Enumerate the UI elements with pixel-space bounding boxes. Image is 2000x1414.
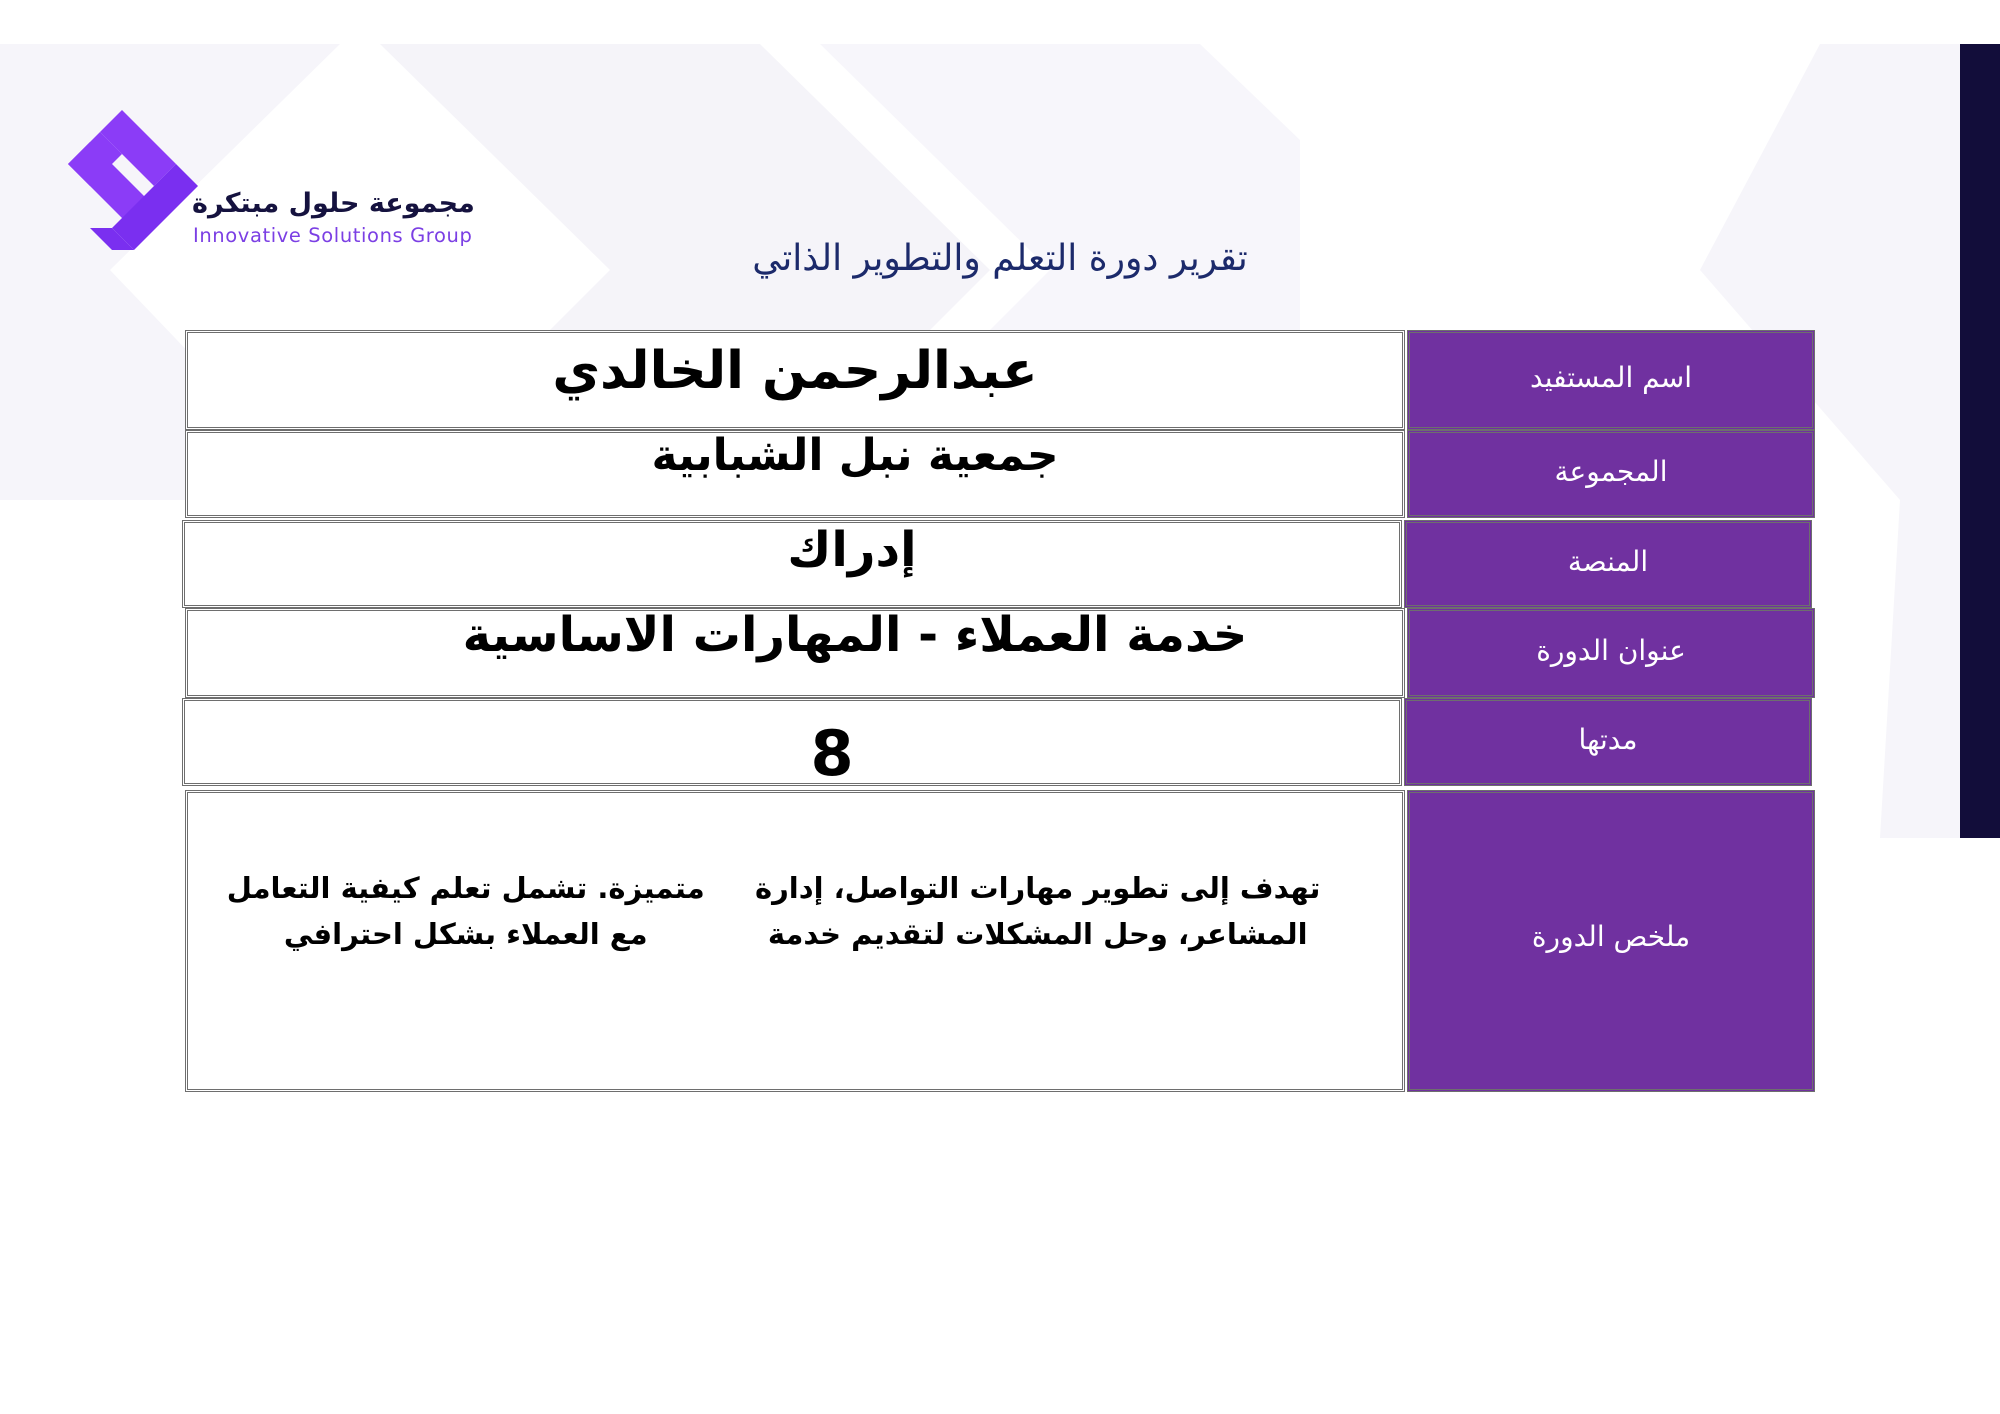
duration-value: 8 (182, 698, 1402, 786)
row-course-summary (185, 790, 1815, 1092)
platform-value: إدراك (182, 520, 1402, 608)
course-title-label: عنوان الدورة (1407, 608, 1815, 698)
side-accent-bar (1960, 44, 2000, 838)
course-title-value: خدمة العملاء - المهارات الاساسية (185, 608, 1405, 698)
course-summary-label: ملخص الدورة (1407, 790, 1815, 1092)
report-title: تقرير دورة التعلم والتطوير الذاتي (752, 238, 1248, 279)
course-summary-line-1: تهدف إلى تطوير مهارات التواصل، إدارة المشاعر، وحل المشكلات لتقديم خدمة (754, 871, 1321, 951)
row-platform (182, 520, 1812, 608)
row-course-title (185, 608, 1815, 698)
row-duration (182, 698, 1812, 790)
brand-name-english: Innovative Solutions Group (193, 224, 473, 247)
row-group (185, 430, 1815, 518)
group-label: المجموعة (1407, 430, 1815, 518)
row-beneficiary-name (185, 330, 1815, 430)
platform-label: المنصة (1404, 520, 1812, 608)
course-summary-value (185, 790, 1405, 1092)
group-value: جمعية نبل الشبابية (185, 430, 1405, 518)
beneficiary-name-value: عبدالرحمن الخالدي (185, 330, 1405, 430)
brand-name-arabic: مجموعة حلول مبتكرة (192, 188, 475, 219)
duration-label: مدتها (1404, 698, 1812, 786)
beneficiary-name-label: اسم المستفيد (1407, 330, 1815, 430)
course-summary-line-2: متميزة. تشمل تعلم كيفية التعامل مع العملاء بشكل احترافي (226, 871, 705, 951)
